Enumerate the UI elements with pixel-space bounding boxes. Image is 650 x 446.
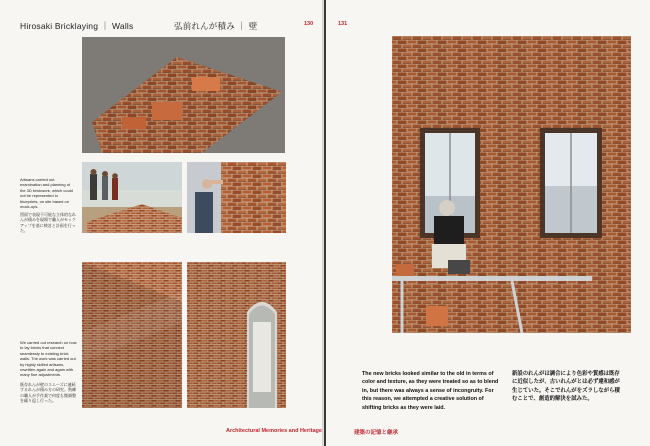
photo-arched-doorway (187, 262, 286, 408)
body-text-jp: 新設のれんがは調合により色彩や質感は既存に近似したが、古いれんがとは必ず違和感が生じていた。そこでれんがをズラしながら積むことで、創造的解決を試みた。 (512, 371, 620, 403)
photo-laying-bricks (187, 162, 286, 233)
running-header-en: Hirosaki Bricklaying ｜ Walls (20, 21, 134, 31)
photo-brick-mockup (82, 37, 285, 153)
caption-research-en: We carried out research on how to lay bricks that connect seamlessly to existing brick walls. The work was carried out by highly skilled artisans, rewritten again and again with many fine adjustments. (20, 340, 77, 378)
page-number-right: 131 (338, 21, 348, 27)
running-header-jp: 弘前れんが積み ｜ 壁 (174, 21, 258, 31)
caption-mockup-jp: 図面で表現不可能な立体的なれんが積みを現場で職人がモックアップを基に検討と計画を行った。 (20, 212, 76, 234)
left-page (0, 0, 324, 446)
caption-mockup-en: Artisans carried out examination and planning of the 3D brickwork, which could not be represented in blueprints, on site based on mock-ups. (20, 177, 73, 210)
caption-research-jp: 既存れんが壁のスムーズに連続するれんが積み方の研究。熟練の職人が手作業で何度も微調整を繰り返し行った。 (20, 382, 76, 404)
footer-right: 建築の記憶と継承 (354, 430, 399, 436)
page-number-left: 130 (304, 21, 314, 27)
photo-shifted-wall-corner (82, 262, 182, 408)
right-page (326, 0, 650, 446)
photo-brick-facade-worker (392, 36, 631, 333)
body-text-en: The new bricks looked similar to the old in terms of color and texture, as they were treated so as to blend in, but there was always a sense of incongruity. For this reason, we attempted a creative solution of shifting bricks as they were laid. (362, 371, 499, 411)
footer-left: Architectural Memories and Heritage (226, 428, 322, 434)
photo-artisans-on-site (82, 162, 182, 233)
